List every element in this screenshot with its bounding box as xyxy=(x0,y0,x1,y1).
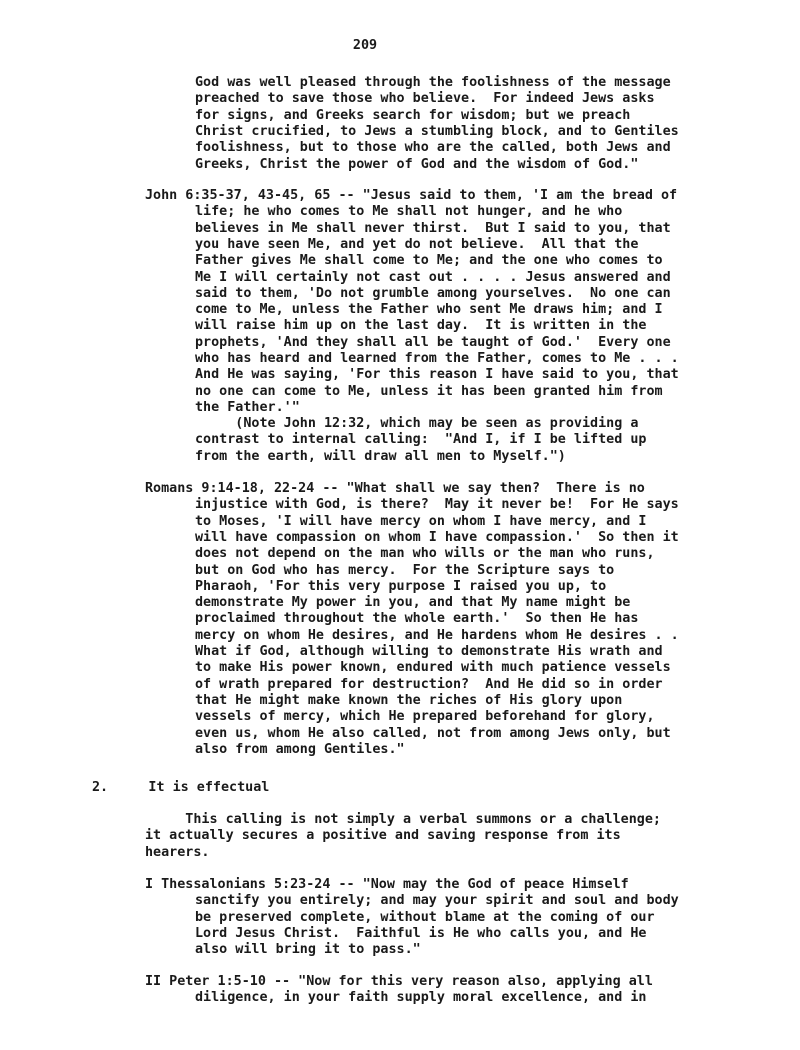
heading-2-line: 2. It is effectual xyxy=(92,780,270,795)
romans-line: What if God, although willing to demonstrate His wrath and xyxy=(195,644,663,659)
romans-line: vessels of mercy, which He prepared beforehand for glory, xyxy=(195,709,655,725)
john-line: John 6:35-37, 43-45, 65 -- "Jesus said to them, 'I am the bread of xyxy=(145,188,678,203)
romans-line: to make His power known, endured with much patience vessels xyxy=(195,660,671,676)
romans-line: will have compassion on whom I have compassion.' So then it xyxy=(195,529,679,545)
romans-line: proclaimed throughout the whole earth.' So then He has xyxy=(195,611,639,627)
john-line: will raise him up on the last day. It is written in the xyxy=(195,318,647,334)
john-line: who has heard and learned from the Father, comes to Me . . . xyxy=(195,351,679,366)
peter-line: II Peter 1:5-10 -- "Now for this very reason also, applying all xyxy=(145,974,653,989)
romans-line: that He might make known the riches of His glory upon xyxy=(195,692,623,708)
john-note-line: from the earth, will draw all men to Myself.") xyxy=(195,448,566,464)
romans-line: of wrath prepared for destruction? And He did so in order xyxy=(195,676,663,692)
romans-line: demonstrate My power in you, and that My name might be xyxy=(195,595,631,611)
john-line: the Father.'" xyxy=(195,399,300,415)
effectual-para-line: it actually secures a positive and saving response from its xyxy=(145,828,621,844)
romans-line: mercy on whom He desires, and He hardens whom He desires . . xyxy=(195,627,679,643)
thess-line: also will bring it to pass." xyxy=(195,942,421,958)
john-line: And He was saying, 'For this reason I have said to you, that xyxy=(195,367,679,383)
romans-line: also from among Gentiles." xyxy=(195,741,405,757)
john-line: no one can come to Me, unless it has been granted him from xyxy=(195,383,663,399)
thess-line: be preserved complete, without blame at the coming of our xyxy=(195,909,655,925)
john-line: you have seen Me, and yet do not believe. All that the xyxy=(195,236,639,252)
john-line: said to them, 'Do not grumble among yourselves. No one can xyxy=(195,285,671,301)
romans-line: injustice with God, is there? May it never be! For He says xyxy=(195,497,679,513)
john-line: life; he who comes to Me shall not hunger, and he who xyxy=(195,204,623,220)
romans-line: to Moses, 'I will have mercy on whom I have mercy, and I xyxy=(195,513,647,529)
john-line: prophets, 'And they shall all be taught of God.' Every one xyxy=(195,334,671,350)
thess-line: I Thessalonians 5:23-24 -- "Now may the God of peace Himself xyxy=(145,877,629,892)
john-note-line: contrast to internal calling: "And I, if I be lifted up xyxy=(195,432,647,448)
thess-line: Lord Jesus Christ. Faithful is He who calls you, and He xyxy=(195,925,647,941)
romans-line: Romans 9:14-18, 22-24 -- "What shall we say then? There is no xyxy=(145,481,645,496)
john-note-line: (Note John 12:32, which may be seen as providing a xyxy=(195,416,639,431)
cor-cont-line: foolishness, but to those who are the called, both Jews and xyxy=(195,140,671,156)
john-line: Father gives Me shall come to Me; and the one who comes to xyxy=(195,253,663,269)
cor-cont-line: preached to save those who believe. For indeed Jews asks xyxy=(195,91,655,107)
effectual-para-line: hearers. xyxy=(145,844,210,860)
john-line: believes in Me shall never thirst. But I said to you, that xyxy=(195,220,671,236)
thess-line: sanctify you entirely; and may your spirit and soul and body xyxy=(195,893,679,909)
peter-line: diligence, in your faith supply moral excellence, and in xyxy=(195,990,647,1006)
page-number: 209 xyxy=(352,38,378,53)
romans-line: Pharaoh, 'For this very purpose I raised you up, to xyxy=(195,578,607,594)
cor-cont-line: Greeks, Christ the power of God and the wisdom of God." xyxy=(195,156,639,172)
romans-line: even us, whom He also called, not from among Jews only, but xyxy=(195,725,671,741)
romans-line: does not depend on the man who wills or the man who runs, xyxy=(195,546,655,562)
cor-cont-line: for signs, and Greeks search for wisdom; but we preach xyxy=(195,107,631,123)
john-line: Me I will certainly not cast out . . . . Jesus answered and xyxy=(195,269,671,285)
effectual-para-line: This calling is not simply a verbal summons or a challenge; xyxy=(145,812,661,827)
romans-line: but on God who has mercy. For the Scripture says to xyxy=(195,562,615,578)
cor-cont-line: Christ crucified, to Jews a stumbling block, and to Gentiles xyxy=(195,123,679,139)
cor-cont-line: God was well pleased through the foolishness of the message xyxy=(195,75,671,90)
john-line: come to Me, unless the Father who sent Me draws him; and I xyxy=(195,302,663,318)
